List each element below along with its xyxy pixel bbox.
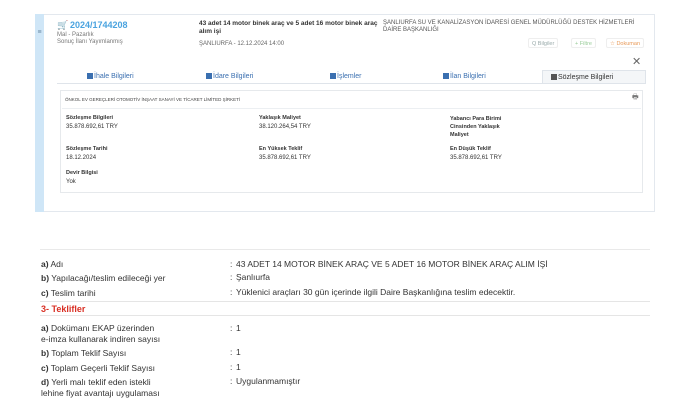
tab-tender-info[interactable]: İhale Bilgileri xyxy=(87,70,134,83)
detail-row-value: 1 xyxy=(236,362,241,372)
contract-date-label: Sözleşme Tarihi xyxy=(66,146,108,152)
detail-row-label: c) Toplam Geçerli Teklif Sayısı xyxy=(41,363,156,373)
detail-row-value: Yüklenici araçları 30 gün içerinde ilgili Daire Başkanlığına teslim edecektir. xyxy=(236,287,516,297)
document-button[interactable]: ☆ Dokuman xyxy=(606,38,644,48)
contract-amount-label: Sözleşme Bilgileri xyxy=(66,115,114,121)
detail-row-value: 1 xyxy=(236,347,241,357)
highest-bid-value: 35.878.692,61 TRY xyxy=(259,155,311,161)
cart-icon: 🛒 xyxy=(57,20,69,30)
contract-panel xyxy=(60,90,643,193)
detail-row-value: Şanlıurfa xyxy=(236,272,271,282)
contract-date-value: 18.12.2024 xyxy=(66,155,97,161)
tender-status: Sonuç İlanı Yayımlanmış xyxy=(57,39,123,45)
offers-section-title: 3- Teklifler xyxy=(41,304,86,314)
detail-row-label-cont: e-imza kullanarak indiren sayısı xyxy=(41,334,161,344)
tab-bar xyxy=(57,70,646,83)
admin-info-icon xyxy=(206,73,212,79)
tab-admin-info[interactable]: İdare Bilgileri xyxy=(206,70,253,83)
detail-row-colon: : xyxy=(230,323,233,333)
section-divider xyxy=(40,301,650,302)
detail-row-label: a) Dokümanı EKAP üzerinden xyxy=(41,323,155,333)
section-divider xyxy=(40,249,650,250)
detail-row-colon: : xyxy=(230,376,233,386)
megaphone-icon xyxy=(443,73,449,79)
tender-organization: ŞANLIURFA SU VE KANALİZASYON İDARESİ GENEL MÜDÜRLÜĞÜ DESTEK HİZMETLERİ DAİRE BAŞKANLIĞI xyxy=(383,20,635,33)
transfer-info-label: Devir Bilgisi xyxy=(66,170,98,176)
contract-divider xyxy=(62,108,641,109)
tender-title: 43 adet 14 motor binek araç ve 5 adet 16 motor binek araç alım işi xyxy=(199,20,378,35)
foreign-cost-label: Yabancı Para Birimi Cinsinden Yaklaşık Maliyet xyxy=(450,116,502,138)
tender-place-date: ŞANLIURFA - 12.12.2024 14:00 xyxy=(199,41,285,47)
lowest-bid-label: En Düşük Teklif xyxy=(450,146,491,152)
transfer-info-value: Yok xyxy=(66,179,76,185)
company-name: ÖNKOL EV GEREÇLERİ OTOMOTİV İNŞAAT SANAYİ VE TİCARET LİMİTED ŞİRKETİ xyxy=(65,97,241,102)
detail-row-label: d) Yerli malı teklif eden istekli xyxy=(41,377,151,387)
tender-type: Mal - Pazarlık xyxy=(57,32,94,38)
lowest-bid-value: 35.878.692,61 TRY xyxy=(450,155,502,161)
section-divider xyxy=(40,315,650,316)
print-icon[interactable]: 🖶 xyxy=(632,94,639,101)
approx-cost-value: 38.120.264,54 TRY xyxy=(259,124,311,130)
detail-row-colon: : xyxy=(230,287,233,297)
detail-row-colon: : xyxy=(230,347,233,357)
detail-row-label: c) Teslim tarihi xyxy=(41,288,96,298)
contract-icon xyxy=(551,74,557,80)
tab-contract-info[interactable]: Sözleşme Bilgileri xyxy=(542,70,646,83)
card-side-strip xyxy=(35,14,44,212)
tender-id[interactable]: 2024/1744208 xyxy=(70,20,128,30)
info-button[interactable]: Q Bilgiler xyxy=(528,38,558,48)
close-icon[interactable]: ✕ xyxy=(632,56,642,68)
tender-info-icon xyxy=(87,73,93,79)
menu-icon[interactable]: ≡ xyxy=(37,29,42,36)
detail-row-colon: : xyxy=(230,259,233,269)
detail-row-value: Uygulanmamıştır xyxy=(236,376,301,386)
detail-row-label-cont: lehine fiyat avantajı uygulaması xyxy=(41,388,160,398)
detail-row-colon: : xyxy=(230,362,233,372)
detail-row-label: b) Toplam Teklif Sayısı xyxy=(41,348,127,358)
contract-amount-value: 35.878.692,61 TRY xyxy=(66,124,118,130)
tab-divider xyxy=(57,83,646,84)
tab-operations[interactable]: İşlemler xyxy=(330,70,362,83)
tab-announcement-info[interactable]: İlan Bilgileri xyxy=(443,70,486,83)
highest-bid-label: En Yüksek Teklif xyxy=(259,146,303,152)
approx-cost-label: Yaklaşık Maliyet xyxy=(259,115,301,121)
filter-button[interactable]: + Filtre xyxy=(571,38,596,48)
detail-row-value: 1 xyxy=(236,323,241,333)
detail-row-label: b) Yapılacağı/teslim edileceği yer xyxy=(41,273,166,283)
gear-icon xyxy=(330,73,336,79)
detail-row-value: 43 ADET 14 MOTOR BİNEK ARAÇ VE 5 ADET 16 MOTOR BİNEK ARAÇ ALIM İŞİ xyxy=(236,259,548,269)
detail-row-colon: : xyxy=(230,272,233,282)
detail-row-label: a) Adı xyxy=(41,259,64,269)
